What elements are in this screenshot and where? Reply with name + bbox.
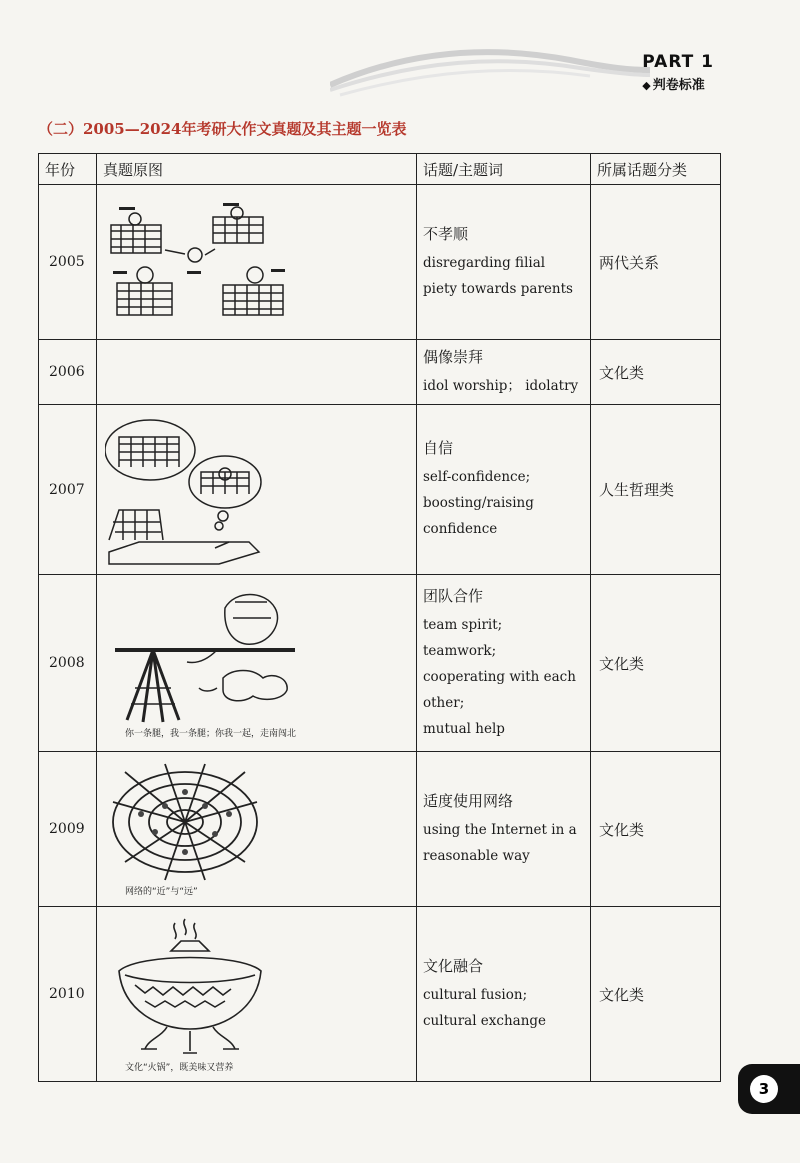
topic-cn: 适度使用网络 <box>423 791 514 810</box>
row-image <box>97 752 417 907</box>
topic-en: self-confidence; boosting/raising confidence <box>423 469 534 537</box>
row-image <box>97 185 417 340</box>
cartoon-four-figures-icon <box>105 195 305 330</box>
row-year: 2008 <box>39 575 97 752</box>
row-topic <box>417 185 591 340</box>
topic-en: cultural fusion; cultural exchange <box>423 986 547 1029</box>
diamond-icon: ◆ <box>642 79 651 92</box>
essay-topics-table <box>38 153 721 1082</box>
row-year: 2005 <box>39 185 97 340</box>
row-image <box>97 405 417 575</box>
image-caption: 你一条腿，我一条腿；你我一起，走南闯北 <box>125 728 297 739</box>
page-number: 3 <box>750 1075 778 1103</box>
cartoon-blind-carrying-lame-icon <box>105 588 305 726</box>
image-caption: 文化“火锅”，既美味又营养 <box>125 1063 234 1073</box>
topic-cn: 文化融合 <box>423 956 484 975</box>
topic-cn: 自信 <box>423 439 454 457</box>
table-row <box>39 185 721 340</box>
cartoon-hotpot-icon <box>105 915 275 1060</box>
row-topic <box>417 575 591 752</box>
row-topic <box>417 405 591 575</box>
row-category: 文化类 <box>591 575 721 752</box>
section-label: ◆ 判卷标准 <box>642 78 705 93</box>
topic-en: disregarding filial piety towards parents <box>423 254 573 297</box>
page-number-tab <box>738 1064 800 1114</box>
row-topic <box>417 907 591 1082</box>
cartoon-spider-web-icon <box>105 762 265 884</box>
header-year: 年份 <box>39 154 97 185</box>
topic-cn: 团队合作 <box>423 586 484 605</box>
row-topic <box>417 752 591 907</box>
header-original-image: 真题原图 <box>97 154 417 185</box>
row-year: 2006 <box>39 340 97 405</box>
image-caption: 网络的“近”与“远” <box>125 886 198 897</box>
row-year: 2010 <box>39 907 97 1082</box>
table-row <box>39 575 721 752</box>
row-category: 文化类 <box>591 752 721 907</box>
table-row <box>39 752 721 907</box>
row-year: 2007 <box>39 405 97 575</box>
table-row <box>39 340 721 405</box>
header-topic: 话题/主题词 <box>417 154 591 185</box>
part-header <box>642 52 714 93</box>
cartoon-goal-nets-icon <box>105 412 285 567</box>
topic-en: using the Internet in a reasonable way <box>423 821 577 864</box>
topic-cn: 偶像崇拜 <box>423 347 484 366</box>
row-image <box>97 907 417 1082</box>
row-category: 文化类 <box>591 340 721 405</box>
topic-en: idol worship； idolatry <box>423 377 579 394</box>
topic-cn: 不孝顺 <box>423 224 469 243</box>
row-image <box>97 340 417 405</box>
table-row <box>39 405 721 575</box>
row-image <box>97 575 417 752</box>
row-category: 文化类 <box>591 907 721 1082</box>
header-swoosh-decoration <box>330 40 650 100</box>
row-year: 2009 <box>39 752 97 907</box>
part-label: PART 1 <box>642 52 714 72</box>
row-category: 两代关系 <box>591 185 721 340</box>
table-header-row <box>39 154 721 185</box>
table-row <box>39 907 721 1082</box>
row-category: 人生哲理类 <box>591 405 721 575</box>
header-category: 所属话题分类 <box>591 154 721 185</box>
section-title: （二）2005—2024年考研大作文真题及其主题一览表 <box>38 120 407 138</box>
row-topic <box>417 340 591 405</box>
topic-en: team spirit; teamwork; cooperating with each other; mutual help <box>423 616 576 737</box>
